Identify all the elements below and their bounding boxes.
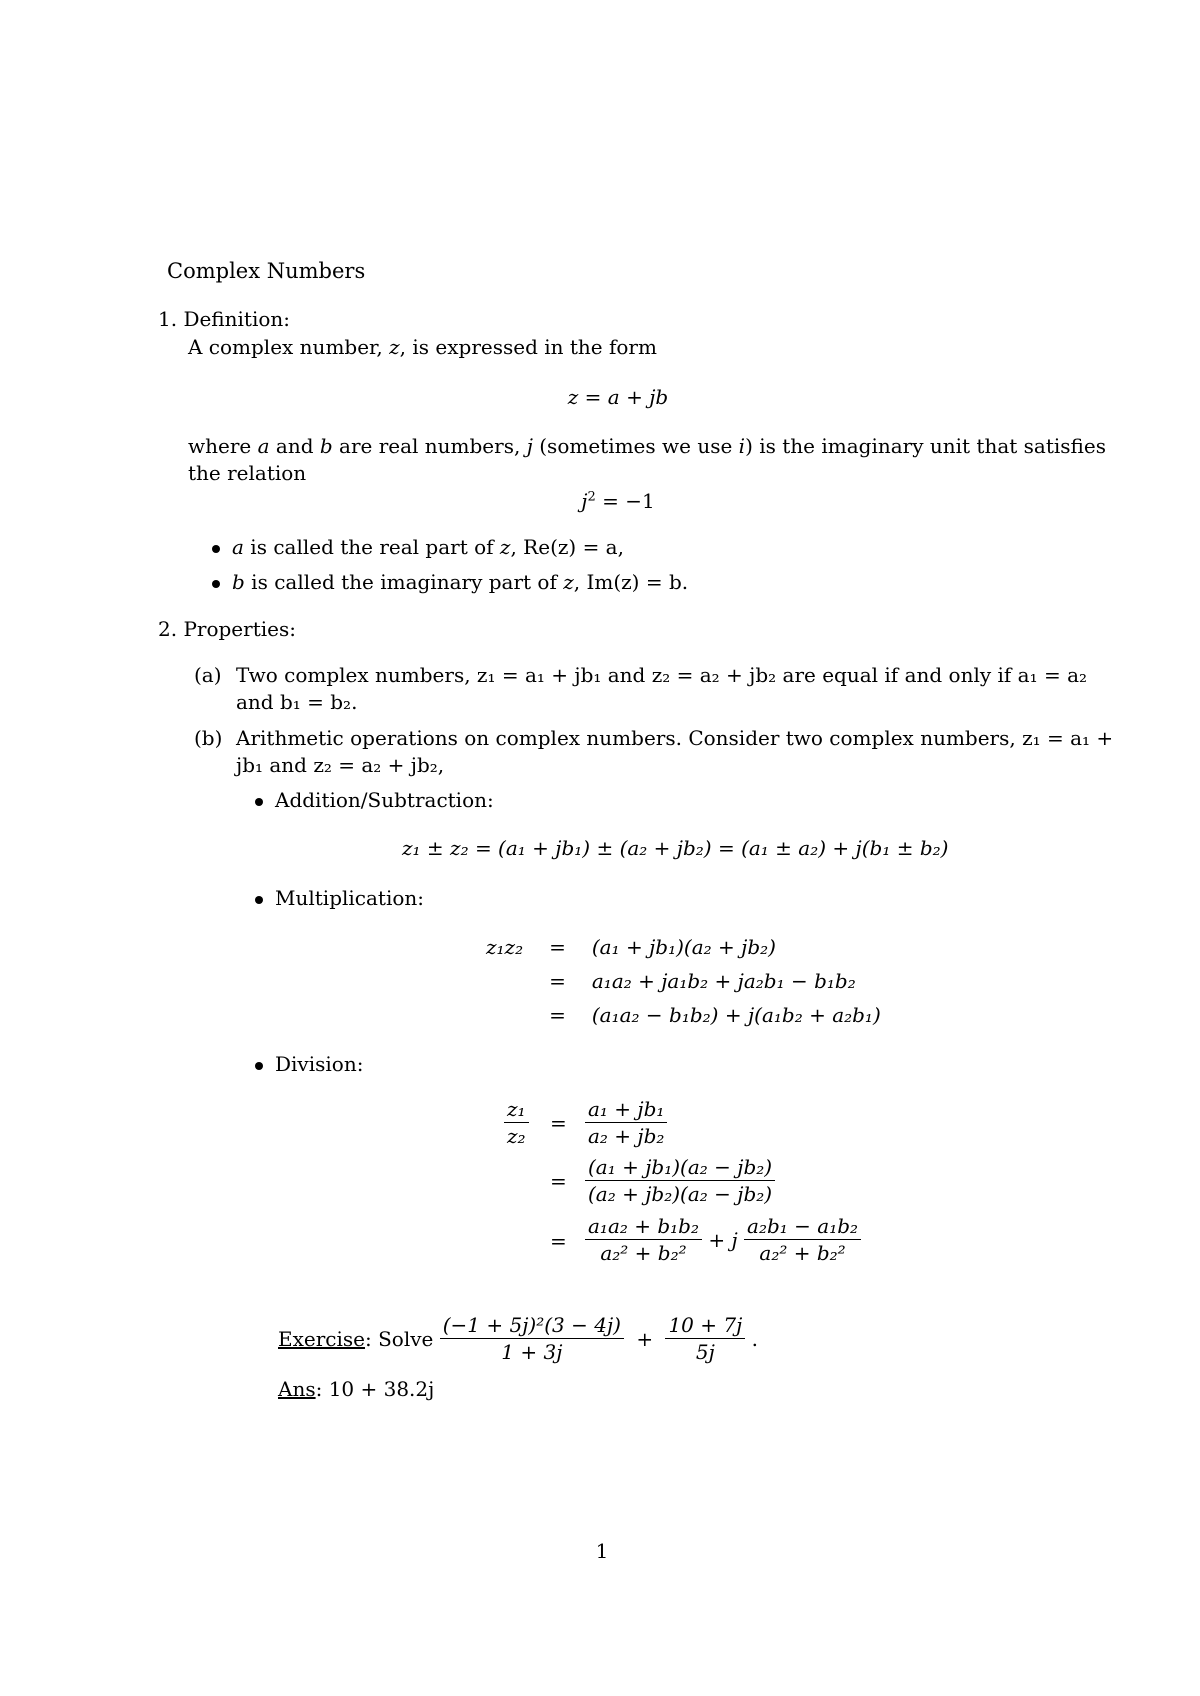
- mult-row-1: (a₁ + jb₁)(a₂ + jb₂): [591, 935, 776, 959]
- ex-f2-den: 5j: [665, 1338, 745, 1365]
- bullet-icon: [255, 1062, 263, 1070]
- addition-equation: z₁ ± z₂ = (a₁ + jb₁) ± (a₂ + jb₂) = (a₁ ± a₂) + j(b₁ ± b₂): [402, 836, 949, 860]
- exercise-row: [278, 1312, 758, 1365]
- div-r1-num: a₁ + jb₁: [588, 1097, 665, 1121]
- div-r2-num: (a₁ + jb₁)(a₂ − jb₂): [588, 1155, 773, 1179]
- div-lhs-den: z₂: [504, 1122, 529, 1149]
- multiplication-equation: [478, 930, 889, 1032]
- b1-re: , Re(z) = a,: [510, 535, 624, 559]
- equation-form: z = a + jb: [567, 385, 669, 409]
- div-r3a-num: a₁a₂ + b₁b₂: [588, 1214, 699, 1238]
- ex-f1-num: (−1 + 5j)²(3 − 4j): [442, 1313, 621, 1337]
- mult-lhs: z₁z₂: [486, 935, 524, 959]
- answer-label: Ans: [278, 1377, 316, 1401]
- page-title: Complex Numbers: [167, 259, 366, 283]
- w-a: a: [257, 434, 270, 458]
- definition-intro: [188, 334, 657, 360]
- where-line-2: the relation: [188, 461, 307, 485]
- bullet-real-part: [212, 534, 624, 560]
- answer-row: [278, 1376, 434, 1402]
- exercise-period: .: [751, 1326, 759, 1351]
- b1-z: z: [499, 535, 511, 559]
- exercise-solve: Solve: [378, 1326, 434, 1351]
- div-r3b-num: a₂b₁ − a₁b₂: [747, 1214, 859, 1238]
- exercise-label: Exercise: [278, 1326, 365, 1351]
- mult-row-2: a₁a₂ + ja₁b₂ + ja₂b₁ − b₁b₂: [591, 969, 856, 993]
- exercise-frac-1: [440, 1312, 624, 1365]
- where-line-1: [188, 433, 1106, 459]
- bullet-icon: [255, 896, 263, 904]
- bullet-icon: [255, 798, 263, 806]
- eq-sign: =: [550, 1169, 567, 1193]
- section-2-heading: 2. Properties:: [158, 617, 296, 641]
- eq-sign: =: [549, 1003, 566, 1027]
- bullet-icon: [212, 545, 220, 553]
- div-r3b-den: a₂² + b₂²: [744, 1239, 861, 1266]
- div-lhs-num: z₁: [507, 1097, 526, 1121]
- j-exp: 2: [587, 489, 596, 505]
- eq-sign: =: [549, 935, 566, 959]
- eq-sign: =: [550, 1111, 567, 1135]
- w-b: b: [319, 434, 333, 458]
- addition-label: Addition/Subtraction:: [275, 788, 494, 812]
- eq-sign: =: [549, 969, 566, 993]
- w1: where: [188, 434, 258, 458]
- equation-j-squared: [0, 488, 1200, 514]
- addition-label-row: [255, 787, 494, 813]
- eq-sign: =: [550, 1229, 567, 1253]
- div-r2-den: (a₂ + jb₂)(a₂ − jb₂): [585, 1180, 775, 1207]
- b2-b: b: [232, 570, 245, 594]
- exercise-frac-2: [665, 1312, 745, 1365]
- bullet-imag-part: [212, 569, 688, 595]
- division-lhs: [504, 1096, 529, 1149]
- exercise-colon: :: [364, 1326, 372, 1351]
- exercise-lead: [278, 1327, 433, 1351]
- j-rest: = −1: [595, 489, 655, 513]
- division-row-2: [585, 1154, 775, 1207]
- w-i: i: [738, 434, 746, 458]
- b2-text: is called the imaginary part of: [244, 570, 564, 594]
- div-plus-j: + j: [708, 1227, 738, 1252]
- div-r3a-den: a₂² + b₂²: [585, 1239, 702, 1266]
- intro-var: z: [389, 335, 400, 359]
- item-a-label: (a): [194, 663, 222, 687]
- intro-text: A complex number,: [188, 335, 390, 359]
- section-1-heading: 1. Definition:: [158, 307, 291, 331]
- division-row-3: [585, 1213, 861, 1266]
- w3: (sometimes we use: [532, 434, 739, 458]
- w-j: j: [526, 434, 533, 458]
- answer-value: : 10 + 38.2j: [315, 1377, 435, 1401]
- bullet-icon: [212, 580, 220, 588]
- w-and: and: [269, 434, 320, 458]
- exercise-plus: +: [636, 1326, 654, 1351]
- division-label-row: [255, 1051, 363, 1077]
- b2-z: z: [563, 570, 574, 594]
- mult-row-3: (a₁a₂ − b₁b₂) + j(a₁b₂ + a₂b₁): [591, 1003, 881, 1027]
- item-a-line-1: Two complex numbers, z₁ = a₁ + jb₁ and z₂ = a₂ + jb₂ are equal if and only if a₁ = a₂: [236, 663, 1088, 687]
- b1-a: a: [232, 535, 244, 559]
- item-a-line-2: and b₁ = b₂.: [236, 690, 358, 714]
- page-number: 1: [595, 1539, 609, 1563]
- w2: are real numbers,: [332, 434, 527, 458]
- w4: ) is the imaginary unit that satisfies: [745, 434, 1106, 458]
- div-r1-den: a₂ + jb₂: [585, 1122, 667, 1149]
- intro-text-end: , is expressed in the form: [399, 335, 657, 359]
- multiplication-label: Multiplication:: [275, 886, 425, 910]
- b1-text: is called the real part of: [243, 535, 500, 559]
- item-b-label: (b): [194, 726, 223, 750]
- division-label: Division:: [275, 1052, 364, 1076]
- division-row-1: [585, 1096, 667, 1149]
- j-base: j: [581, 489, 588, 513]
- b2-im: , Im(z) = b.: [573, 570, 689, 594]
- ex-f1-den: 1 + 3j: [440, 1338, 624, 1365]
- item-b-line-1: Arithmetic operations on complex numbers. Consider two complex numbers, z₁ = a₁ +: [236, 726, 1114, 750]
- ex-f2-num: 10 + 7j: [668, 1313, 743, 1337]
- item-b-line-2: jb₁ and z₂ = a₂ + jb₂,: [236, 753, 445, 777]
- multiplication-label-row: [255, 885, 424, 911]
